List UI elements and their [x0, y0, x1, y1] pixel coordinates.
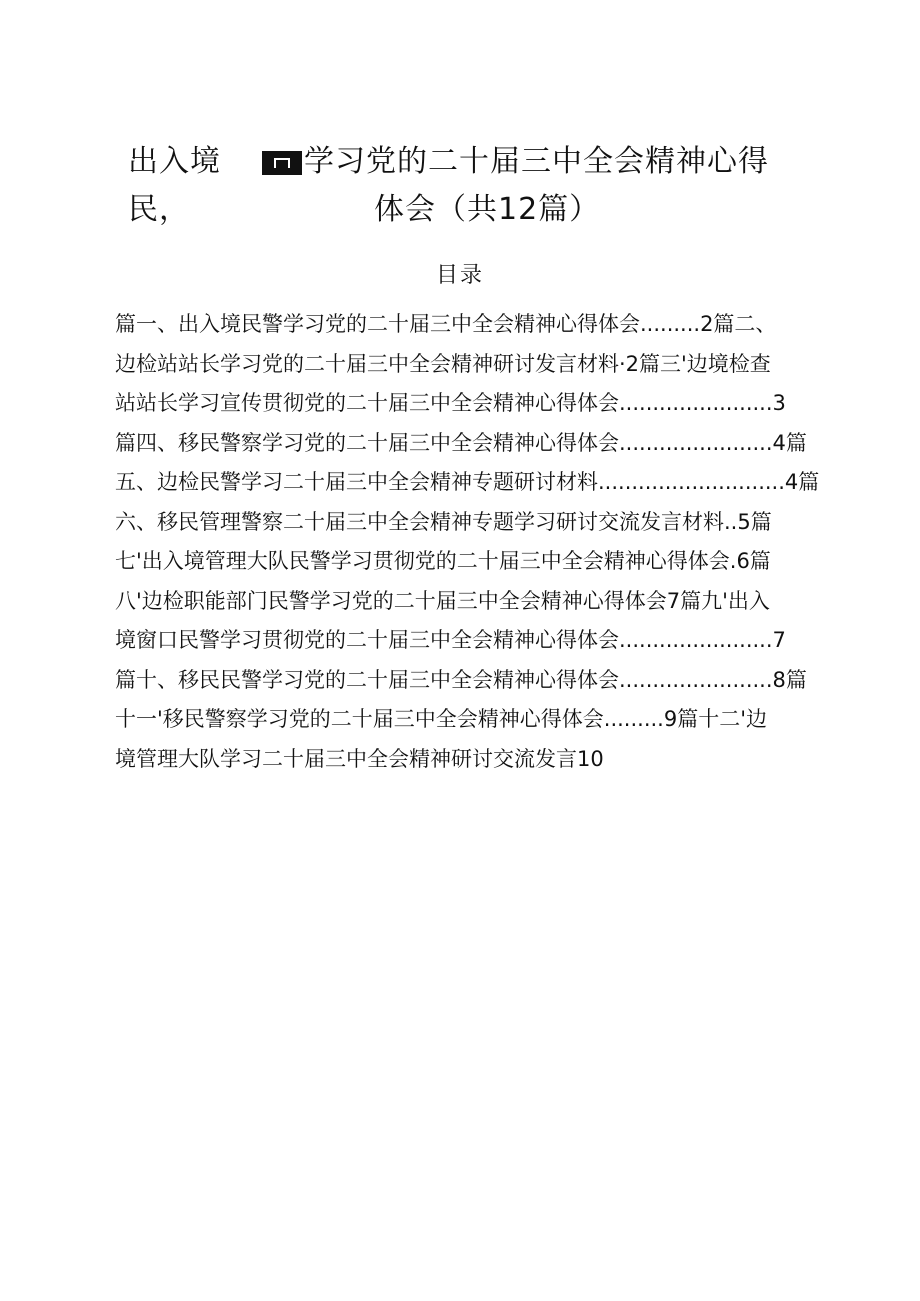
- toc-line: 十一'移民警察学习党的二十届三中全会精神心得体会.........9篇十二'边: [115, 707, 767, 731]
- toc-line: 六、移民管理警察二十届三中全会精神专题学习研讨交流发言材料..5篇: [115, 509, 772, 534]
- toc-line: 境窗口民警学习贯彻党的二十届三中全会精神心得体会.......................7: [115, 628, 786, 652]
- toc-line: 站站长学习宣传贯彻党的二十届三中全会精神心得体会.......................3: [115, 391, 786, 415]
- toc-line: 八'边检职能部门民警学习党的二十届三中全会精神心得体会7篇九'出入: [115, 588, 770, 613]
- title-left-line-1: 出入境: [128, 144, 221, 179]
- title-row-1: [262, 138, 782, 186]
- toc-line: 边检站站长学习党的二十届三中全会精神研讨发言材料·2篇三'边境检查: [115, 351, 771, 376]
- toc-line: 境管理大队学习二十届三中全会精神研讨交流发言10: [115, 746, 604, 771]
- title-line-1: 学习党的二十届三中全会精神心得: [304, 144, 769, 179]
- title-left-fragment: [128, 138, 221, 234]
- toc-line: 篇一、出入境民警学习党的二十届三中全会精神心得体会.........2篇二、: [115, 312, 777, 336]
- redaction-mark-icon: [262, 151, 302, 175]
- table-of-contents: [115, 305, 845, 779]
- toc-line: 篇四、移民警察学习党的二十届三中全会精神心得体会.......................4篇: [115, 430, 807, 455]
- toc-line: 七'出入境管理大队民警学习贯彻党的二十届三中全会精神心得体会.6篇: [115, 549, 771, 573]
- document-title: [262, 138, 782, 234]
- title-left-line-2: 民，: [128, 192, 190, 227]
- toc-heading: 目录: [435, 263, 484, 288]
- toc-line: 五、边检民警学习二十届三中全会精神专题研讨材料............................4篇: [115, 470, 820, 494]
- toc-line: 篇十、移民民警学习党的二十届三中全会精神心得体会.......................8篇: [115, 667, 807, 692]
- title-line-2: 体会（共12篇）: [374, 192, 601, 227]
